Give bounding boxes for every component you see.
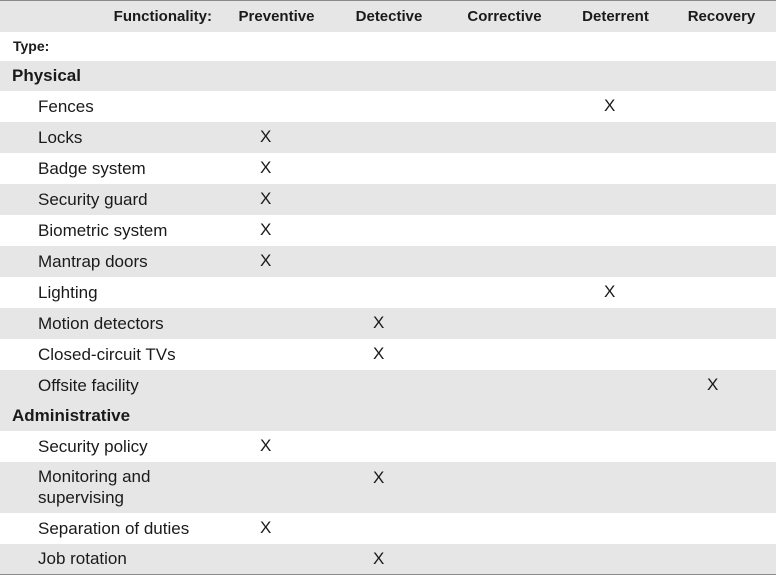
cell-corrective — [445, 122, 564, 153]
cell-recovery — [667, 339, 776, 370]
column-header-detective: Detective — [355, 7, 423, 25]
cell-corrective — [445, 277, 564, 308]
control-name: Separation of duties — [38, 518, 190, 538]
table-row — [0, 277, 776, 308]
cell-preventive: X — [260, 189, 272, 208]
cell-corrective — [445, 513, 564, 544]
cell-deterrent — [564, 339, 667, 370]
cell-corrective — [445, 431, 564, 462]
cell-corrective — [445, 462, 564, 513]
cell-recovery — [667, 91, 776, 122]
cell-preventive — [220, 339, 333, 370]
column-header-preventive: Preventive — [238, 7, 315, 25]
cell-corrective — [445, 370, 564, 401]
cell-detective — [333, 184, 445, 215]
category-label: Physical — [12, 65, 81, 85]
cell-recovery — [667, 308, 776, 339]
cell-preventive — [220, 370, 333, 401]
column-header-recovery: Recovery — [687, 7, 756, 25]
cell-deterrent — [564, 184, 667, 215]
control-name: Fences — [38, 96, 94, 116]
table-row — [0, 122, 776, 153]
type-row — [0, 32, 776, 61]
control-name: Security guard — [38, 189, 148, 209]
cell-recovery — [667, 431, 776, 462]
cell-detective — [333, 513, 445, 544]
cell-corrective — [445, 339, 564, 370]
table-row — [0, 184, 776, 215]
cell-deterrent — [564, 431, 667, 462]
category-row-physical — [0, 61, 776, 91]
cell-corrective — [445, 153, 564, 184]
table-row — [0, 431, 776, 462]
cell-preventive: X — [260, 220, 272, 239]
cell-deterrent — [564, 122, 667, 153]
cell-detective — [333, 246, 445, 277]
cell-preventive — [220, 308, 333, 339]
cell-detective: X — [373, 344, 385, 363]
table-row — [0, 246, 776, 277]
cell-deterrent — [564, 462, 667, 513]
cell-detective: X — [373, 548, 385, 568]
cell-preventive — [220, 462, 333, 513]
cell-recovery — [667, 153, 776, 184]
table-row — [0, 513, 776, 544]
cell-detective — [333, 215, 445, 246]
cell-corrective — [445, 246, 564, 277]
cell-corrective — [445, 215, 564, 246]
cell-recovery — [667, 246, 776, 277]
control-name: Locks — [38, 127, 83, 147]
control-name: Lighting — [38, 282, 98, 302]
table-row — [0, 308, 776, 339]
table-row — [0, 462, 776, 513]
cell-preventive: X — [260, 158, 272, 177]
cell-detective — [333, 122, 445, 153]
cell-recovery: X — [707, 375, 719, 394]
cell-preventive: X — [260, 251, 272, 270]
control-name: Security policy — [38, 436, 148, 456]
cell-recovery — [667, 277, 776, 308]
cell-preventive: X — [260, 436, 272, 455]
table-body — [0, 32, 776, 575]
cell-detective: X — [373, 467, 385, 487]
control-name: Offsite facility — [38, 375, 139, 395]
cell-detective — [333, 370, 445, 401]
cell-corrective — [445, 184, 564, 215]
cell-detective — [333, 91, 445, 122]
column-header-corrective: Corrective — [467, 7, 542, 25]
control-name: Monitoring and supervising — [38, 466, 151, 507]
cell-deterrent — [564, 308, 667, 339]
table-row — [0, 153, 776, 184]
header-row — [0, 1, 776, 32]
table-row — [0, 370, 776, 401]
category-label: Administrative — [12, 405, 131, 425]
cell-corrective — [445, 91, 564, 122]
cell-detective — [333, 277, 445, 308]
cell-preventive — [220, 91, 333, 122]
cell-detective — [333, 153, 445, 184]
cell-deterrent: X — [604, 96, 616, 115]
cell-recovery — [667, 122, 776, 153]
control-name: Mantrap doors — [38, 251, 148, 271]
cell-deterrent — [564, 246, 667, 277]
cell-recovery — [667, 215, 776, 246]
control-name: Biometric system — [38, 220, 168, 240]
cell-deterrent — [564, 370, 667, 401]
table-row — [0, 215, 776, 246]
control-name: Badge system — [38, 158, 146, 178]
category-row-administrative — [0, 401, 776, 431]
cell-preventive — [220, 277, 333, 308]
control-name: Motion detectors — [38, 313, 164, 333]
table-row — [0, 339, 776, 370]
cell-recovery — [667, 184, 776, 215]
cell-deterrent — [564, 215, 667, 246]
cell-preventive: X — [260, 127, 272, 146]
control-name: Closed-circuit TVs — [38, 344, 176, 364]
control-name: Job rotation — [38, 549, 127, 569]
cell-detective — [333, 431, 445, 462]
cell-recovery — [667, 513, 776, 544]
cell-deterrent — [564, 153, 667, 184]
cell-detective: X — [373, 313, 385, 332]
cell-recovery — [667, 462, 776, 513]
cell-deterrent: X — [604, 282, 616, 301]
cell-preventive: X — [260, 518, 272, 537]
cell-corrective — [445, 308, 564, 339]
table-row — [0, 91, 776, 122]
type-label: Type: — [13, 38, 50, 54]
cell-deterrent — [564, 513, 667, 544]
column-header-deterrent: Deterrent — [582, 7, 649, 25]
functionality-label: Functionality: — [113, 7, 212, 25]
